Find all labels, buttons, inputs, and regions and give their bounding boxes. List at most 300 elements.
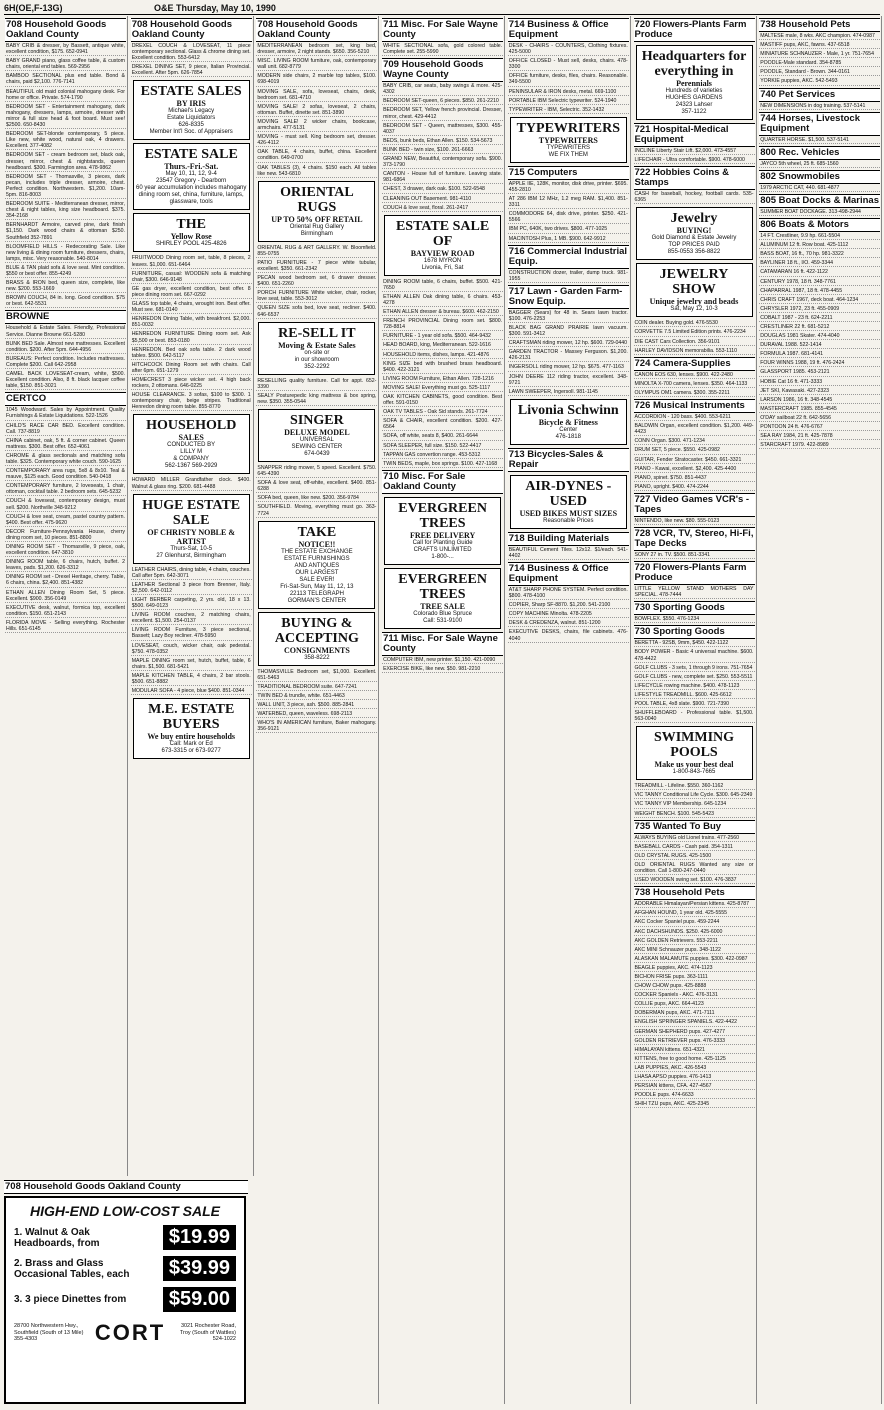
classified-ad: CRAFTSMAN riding mower, 12 hp. $600. 729-0440 bbox=[508, 340, 628, 347]
classified-ad: ALASKAN MALAMUTE puppies. $300. 422-0987 bbox=[634, 956, 755, 963]
classified-ad: MOVING SALE! 2 wicker chairs, bookcase, armchairs. 477-5131 bbox=[257, 118, 377, 132]
display-ad-line: DELUXE MODEL bbox=[284, 428, 350, 437]
display-ad-line: USED BIKES MUST SIZES bbox=[519, 508, 618, 518]
display-ad-line: Call: 531-9100 bbox=[423, 617, 463, 624]
classified-ad: BLOOMFIELD HILLS - Redecorating Sale. Like new living & dining room furniture, dressers, chairs, lamps, misc. Very reasonable. 540-8014 bbox=[6, 243, 125, 262]
classified-ad: CONN Organ. $300. 471-1234 bbox=[634, 438, 755, 445]
classified-ad: LAB PUPPIES, AKC. 426-5543 bbox=[634, 1065, 755, 1072]
section-heading: 708 Household Goods Oakland County bbox=[256, 18, 377, 42]
display-ad-box bbox=[133, 80, 250, 140]
display-ad-line: ESTATE FURNISHINGS bbox=[284, 555, 350, 562]
classified-ad: ENGLISH SPRINGER SPANIELS. 422-4422 bbox=[634, 1019, 755, 1026]
display-ad-line: AND ANTIQUES bbox=[294, 562, 340, 569]
section-heading: 717 Lawn - Garden Farm-Snow Equip. bbox=[508, 285, 629, 309]
classified-ad: MACINTOSH Plus, 1 MB. $900. 642-9912 bbox=[508, 236, 629, 243]
classified-ad: MOVING SALE! Everything must go. 525-1117 bbox=[382, 385, 503, 392]
display-ad-line: 626-8335 bbox=[178, 122, 204, 129]
classified-ad: OAK KITCHEN CABINETS, good condition. Best offer. 591-0150 bbox=[383, 394, 503, 407]
display-ad-box bbox=[384, 497, 501, 565]
classified-ad: MISC. LIVING ROOM furniture, oak, contemporary wall unit. 682-8779 bbox=[257, 58, 377, 71]
classified-ad: TWIN BEDS, maple, box springs. $100. 427-1168 bbox=[382, 461, 503, 468]
classified-ad: FRUITWOOD Dining room set, table, 8 pieces, 2 leaves. $1,000. 651-6464 bbox=[131, 255, 251, 268]
section-heading: 722 Hobbies Coins & Stamps bbox=[634, 166, 755, 190]
display-ad-line: BAYVIEW ROAD bbox=[410, 248, 475, 258]
classified-column bbox=[130, 16, 254, 1176]
display-ad-line: BUYING & ACCEPTING bbox=[274, 615, 359, 646]
display-ad-box bbox=[258, 409, 375, 462]
classified-ad: BERETTA - 92SB, 9mm, $450. 422-1122 bbox=[634, 640, 755, 647]
classified-ad: BEDROOM SET, Yellow french provincial. Dresser, mirror, chest. 429-4412 bbox=[383, 107, 503, 120]
classified-ad: EXECUTIVE DESKS, chairs, file cabinets. 476-4040 bbox=[508, 629, 628, 642]
section-heading: 708 Household Goods Oakland County bbox=[5, 18, 126, 42]
display-ad-line: Michael's Legacy bbox=[168, 108, 215, 115]
classified-ad: BUNK BED Sale. Almost new mattresses. Excellent condition. $200. After 5pm. 644-4956 bbox=[6, 340, 125, 353]
section-heading: 714 Business & Office Equipment bbox=[508, 18, 629, 42]
display-ad-line: TYPEWRITERS bbox=[538, 135, 598, 145]
classified-ad: SOFA SLEEPER, full size. $150. 522-4417 bbox=[382, 443, 503, 450]
display-ad-line: 22113 TELEGRAPH bbox=[289, 590, 344, 597]
section-heading: 728 VCR, TV, Stereo, Hi-Fi, Tape Decks bbox=[634, 527, 754, 549]
classified-ad: VIC TANNY VIP Membership. 645-1234 bbox=[634, 801, 755, 808]
classified-column bbox=[255, 16, 379, 1404]
date-line: O&E Thursday, May 10, 1990 bbox=[154, 3, 276, 13]
display-ad-line: ESTATE SALE bbox=[144, 147, 238, 163]
section-heading: 735 Wanted To Buy bbox=[634, 820, 755, 834]
ad-row-text: 2. Brass and Glass Occasional Tables, each bbox=[14, 1257, 130, 1280]
display-ad-line: TAKE bbox=[297, 524, 337, 540]
classified-ad: SONY 27 in. TV. $500. 851-3341 bbox=[634, 552, 755, 559]
display-ad-line: 855-0553 356-8822 bbox=[667, 249, 721, 256]
classified-ad: GRAND NEW, Beautiful, contemporary sofa. $900. 373-1790 bbox=[383, 156, 503, 169]
classified-ad: LOVESEAT, couch, wicker chair, oak pedestal. $750. 478-0352 bbox=[131, 642, 251, 655]
classified-ad: SOFA, off white, seats 8, $400. 261-6644 bbox=[382, 433, 503, 440]
display-ad-line: 27 Glenhurst, Birmingham bbox=[156, 552, 227, 559]
classified-ad: BROWN COUCH, 84 in. long. Good condition. $75 or best. 642-5531 bbox=[6, 295, 125, 308]
classified-ad: CANON EOS 630, lenses. $900. 422-2480 bbox=[634, 372, 755, 379]
classified-ad: SUMMER BOAT DOCKAGE. 313-498-2944 bbox=[759, 209, 880, 216]
classified-ad: CANTON - House full of furniture. Leaving state. 981-6864 bbox=[383, 171, 503, 184]
classified-ad: MALTESE male, 8 wks. AKC champion. 474-0987 bbox=[759, 33, 880, 40]
classified-ad: VIC TANNY Conditional Life Cycle. $300. 645-2349 bbox=[634, 792, 755, 799]
display-ad-line: Yellow Rose bbox=[170, 232, 212, 242]
classified-ad: MOVING SALE, sofa, loveseat, chairs, desk, bedroom set. 681-4710 bbox=[257, 88, 377, 101]
display-ad-line: Make us your best deal bbox=[654, 760, 734, 770]
classified-ad: MAPLE DINING room set, hutch, buffet, table, 6 chairs. $1,500. 681-5421 bbox=[131, 657, 251, 670]
display-ad-line: BUYING! bbox=[676, 226, 712, 236]
ad-row-text: 3. 3 piece Dinettes from bbox=[14, 1294, 127, 1305]
classified-ad: TREADMILL - Lifeline. $550. 360-1162 bbox=[634, 783, 755, 790]
display-ad-line: Call: Mark or Ed bbox=[169, 741, 213, 748]
display-ad-line: CONSIGNMENTS bbox=[283, 645, 350, 655]
classified-ad: FORMULA 1987. 681-4141 bbox=[759, 351, 880, 358]
display-ad-line: We buy entire households bbox=[147, 732, 236, 742]
display-ad-line: Livonia Schwinn bbox=[517, 402, 619, 418]
display-ad-line: WE FIX THEM bbox=[548, 151, 588, 158]
display-ad-line: OUR LARGEST bbox=[295, 569, 339, 576]
display-ad-line: on-site or bbox=[304, 349, 330, 356]
display-ad-line: ORIENTAL RUGS bbox=[280, 184, 354, 215]
classified-ad: BUREAUS: Perfect condition. Includes mattresses. Complete $200. Call 642-2958 bbox=[6, 355, 125, 368]
furniture-display-ad bbox=[4, 1196, 246, 1404]
classified-ad: SOFA & CHAIR, excellent condition. $200. 427-6564 bbox=[383, 418, 503, 431]
display-ad-line: ESTATE SALES bbox=[140, 84, 242, 100]
display-ad-line: Livonia, Fri, Sat bbox=[421, 264, 464, 271]
display-ad-line: SALES bbox=[178, 433, 204, 443]
classified-ad: TAPPAN GAS convertion range. 453-5312 bbox=[382, 452, 503, 459]
classified-ad: PIANO, upright. $400. 474-2244 bbox=[634, 484, 755, 491]
classified-ad: USED WOODEN swing set. $100. 476-3837 bbox=[634, 877, 755, 884]
bottom-section-heading: 708 Household Goods Oakland County bbox=[4, 1180, 248, 1194]
classified-ad: JAYCO 5th wheel, 25 ft. 685-1560 bbox=[759, 161, 880, 168]
masthead bbox=[4, 2, 880, 15]
section-heading: 724 Camera-Supplies bbox=[634, 357, 755, 371]
ad-row bbox=[6, 1256, 244, 1281]
display-ad-line: UP TO 50% OFF RETAIL bbox=[271, 214, 363, 224]
classified-ad: MASTIFF pups, AKC, fawns. 437-6518 bbox=[759, 42, 880, 49]
display-ad-line: OF CHRISTY NOBLE & ARTIST bbox=[147, 527, 235, 546]
classified-ad: LIVING ROOM Furniture, Ethan Allen. 728-1216 bbox=[382, 376, 503, 383]
cort-logo: CORT bbox=[94, 1320, 166, 1345]
classified-ad: PATIO FURNITURE - 7 piece white tubular, excellent. $350. 661-2342 bbox=[257, 259, 377, 272]
display-ad-line: Fri-Sat-Sun, May 11, 12, 13 bbox=[280, 583, 354, 590]
display-ad-box bbox=[384, 568, 501, 629]
section-heading: 711 Misc. For Sale Wayne County bbox=[382, 18, 503, 42]
classified-ad: DOBERMAN pups, AKC. 471-7111 bbox=[634, 1010, 755, 1017]
classified-ad: HOBIE Cat 16 ft. 471-3333 bbox=[759, 379, 880, 386]
classified-ad: SEA RAY 1984, 21 ft. 425-7878 bbox=[759, 433, 880, 440]
classified-ad: CORVETTE 7.5 Limited Edition prints. 476-2234 bbox=[634, 329, 755, 336]
classified-ad: MINOLTA X-700 camera, lenses. $350. 464-1133 bbox=[634, 381, 755, 388]
classified-ad: WHO'S IN AMERICAN furniture, Baker mahogany. 356-9121 bbox=[257, 720, 377, 733]
classified-ad: PONTOON 24 ft. 476-6767 bbox=[759, 424, 880, 431]
display-ad-line: 673-3315 or 673-9277 bbox=[161, 748, 221, 755]
classified-ad: THOMASVILLE Bedroom set, $1,000. Excellent. 651-5463 bbox=[257, 668, 377, 681]
classified-ad: OFFICE CLOSED - Must sell, desks, chairs. 478-3300 bbox=[508, 58, 628, 71]
classified-ad: LIFESTYLE TREADMILL. $600. 425-6612 bbox=[634, 692, 755, 699]
classified-ad: LHASA APSO puppies. 476-1413 bbox=[634, 1074, 755, 1081]
display-ad-line: Call for Planting Guide bbox=[412, 539, 473, 546]
classified-ad: OAK TABLES (3), 4 chairs. $150 each. All tables like new. 543-6810 bbox=[257, 164, 377, 177]
display-ad-line: FREE DELIVERY bbox=[409, 530, 476, 540]
ad-row-text: 1. Walnut & Oak Headboards, from bbox=[14, 1226, 100, 1249]
classified-ad: BEAUTIFUL Cement Tiles. 12x12. $1/each. 541-4402 bbox=[508, 546, 628, 559]
display-ad-line: EVERGREEN TREES bbox=[398, 500, 487, 531]
classified-ad: COMPUTER IBM, new printer. $1,150. 421-0090 bbox=[382, 657, 503, 664]
classified-ad: CHILD'S RACE CAR BED. Excellent condition. Call. 737-8819 bbox=[6, 422, 125, 435]
classified-ad: ALWAYS BUYING old Lionel trains. 477-2560 bbox=[634, 835, 755, 842]
classified-ad: ETHAN ALLEN dresser & bureau. $600. 462-2150 bbox=[382, 309, 503, 316]
classified-ad: TYPEWRITER - IBM, Selectric. 352-1432 bbox=[508, 107, 629, 114]
classified-ad: BLACK BAG GRAND PRAIRIE lawn vacuum. $300. 591-3412 bbox=[508, 324, 628, 338]
display-ad-line: TYPEWRITERS bbox=[546, 144, 590, 151]
classified-ad: BEDROOM SET-blonde contemporary, 5 piece. Like new, white wood, natural oak, 4 drawers. Excellent. 377-4082 bbox=[6, 131, 125, 150]
classified-ad: BEDROOM SET-queen, 6 pieces. $850. 261-2210 bbox=[382, 98, 503, 105]
display-ad-line: Hundreds of varieties bbox=[665, 88, 723, 94]
display-ad-line: UNIVERSAL bbox=[299, 437, 334, 443]
section-heading: 718 Building Materials bbox=[508, 532, 629, 546]
classified-ad: WALL UNIT, 3 piece, ash. $500. 885-2841 bbox=[256, 702, 377, 709]
classified-ad: CHRYSLER 1972, 23 ft. 455-0909 bbox=[759, 306, 880, 313]
display-ad-line: Center bbox=[559, 426, 578, 433]
classified-ad: CAMEL BACK LOVESEAT-cream, white, $500. Excellent condition. Also, 8 ft. black lacquer coffee table, $150. 851-3021 bbox=[6, 371, 125, 390]
classified-ad: DREXEL COUCH & LOVESEAT, 11 piece contemporary sectional. Glass & chrome dining set. Excellent condition. 553-6412 bbox=[131, 43, 251, 62]
section-heading: 726 Musical Instruments bbox=[634, 399, 755, 413]
display-ad-line: TYPEWRITERS bbox=[516, 120, 621, 136]
classified-ad: INCLINE Liberty Stair Lift. $2,000. 473-4557 bbox=[634, 148, 755, 155]
classified-ad: RESELLING quality furniture. Call for appt. 652-3390 bbox=[257, 377, 377, 390]
classified-column bbox=[758, 16, 882, 1404]
display-ad-line: SWIMMING POOLS bbox=[653, 730, 735, 761]
classified-ad: HITCHCOCK Dining Room set with chairs. Call after 6pm. 651-1279 bbox=[131, 361, 251, 374]
classified-ad: HOWARD MILLER Grandfather clock. $400. Walnut & glass ring. $200. 681-4488 bbox=[131, 477, 251, 490]
classified-ad: KING SIZE bed with brushed brass headboard. $400. 422-3121 bbox=[383, 360, 503, 373]
classified-column bbox=[633, 16, 757, 1404]
display-ad-line: 24323 Lahser bbox=[675, 102, 713, 108]
ad-row bbox=[6, 1287, 244, 1312]
ad-title: HIGH-END LOW-COST SALE bbox=[29, 1203, 221, 1219]
classified-ad: PERSIAN kittens, CFA. 427-4567 bbox=[634, 1083, 755, 1090]
classified-ad: COBALT 1987 - 23 ft. 624-2211 bbox=[759, 315, 880, 322]
classified-ad: BALDWIN Organ, excellent condition. $1,200. 449-4423 bbox=[634, 423, 754, 436]
display-ad-box bbox=[510, 399, 627, 445]
ad-row-price: $59.00 bbox=[163, 1287, 236, 1312]
display-ad-box bbox=[133, 414, 250, 474]
display-ad-line: Reasonable Prices bbox=[543, 517, 594, 524]
classified-ad: GLASSPORT 1985. 453-2121 bbox=[759, 369, 880, 376]
classified-ad: HOUSEHOLD items, dishes, lamps. 421-4876 bbox=[382, 352, 503, 359]
classified-ad: GERMAN SHEPHERD pups. 427-4277 bbox=[634, 1029, 755, 1036]
display-ad-line: 23547 Gregory - Dearborn bbox=[156, 178, 227, 185]
section-heading: 738 Household Pets bbox=[759, 18, 880, 32]
display-ad-line: 1-800-... bbox=[431, 553, 454, 560]
classified-ad: DINING ROOM set - Drexel Heritage, cherry. Table, 6 chairs, china. $2,400. 851-4382 bbox=[6, 574, 125, 587]
classified-ad: LEATHER Sectional 3 piece from Brenner, Italy. $2,500. 642-0112 bbox=[131, 581, 251, 594]
display-ad-line: TOP PRICES PAID bbox=[668, 242, 720, 249]
classified-ad: LIFECYCLE rowing machine. $400. 478-1123 bbox=[634, 683, 755, 690]
classified-ad: IBM PC, 640K, two drives. $800. 477-1025 bbox=[508, 226, 629, 233]
classified-ad: BABY CRIB, car seats, baby swings & more. 425-4302 bbox=[383, 83, 503, 96]
classified-ad: TWIN BED & trundle, white. 651-4463 bbox=[256, 693, 377, 700]
display-ad-line: NOTICE!! bbox=[298, 539, 336, 549]
classified-ad: SNAPPER riding mower, 5 speed. Excellent. $750. 645-4390 bbox=[257, 465, 377, 478]
section-heading: 802 Snowmobiles bbox=[759, 170, 880, 184]
classified-ad: LIGHT BERBER carpeting, 2 yrs. old, 18 x 13. $500. 649-0123 bbox=[131, 597, 251, 610]
classified-ad: ALUMINUM 12 ft. Row boat. 425-1112 bbox=[759, 242, 880, 249]
classified-ad: AT&T SHARP PHONE SYSTEM. Perfect condition. $800. 478-4100 bbox=[508, 587, 628, 600]
classified-ad: SEALY Posturepedic king mattress & box spring, new. $350. 355-0544 bbox=[257, 392, 377, 405]
display-ad-box bbox=[510, 475, 627, 529]
classified-ad: BLUE & TAN plaid sofa & love seat. Mint condition. $550 or best offer. 855-4249 bbox=[6, 264, 125, 277]
classified-ad: AKC GOLDEN Retrievers. 553-2211 bbox=[634, 938, 755, 945]
classified-ad: BEAUTIFUL old maid colonial mahogany desk. For home or office. Private. 574-1790 bbox=[6, 88, 125, 101]
display-ad-line: Colorado Blue Spruce bbox=[413, 610, 472, 617]
classified-ad: AKC MINI Schnauzer pups. 348-1122 bbox=[634, 947, 755, 954]
display-ad-line: 1678 MYRON bbox=[423, 257, 462, 264]
classified-ad: HEAD BOARD, king, Mediterranean. 522-1616 bbox=[382, 342, 503, 349]
display-ad-box bbox=[636, 45, 753, 120]
classified-ad: Household & Estate Sales. Friendly, Professional Service. Dianne Browne 661-5280 bbox=[6, 325, 125, 338]
display-ad-line: Headquarters for everything in bbox=[641, 49, 747, 79]
display-ad-box bbox=[133, 143, 250, 210]
display-ad-box bbox=[636, 726, 753, 780]
display-ad-line: SEWING CENTER bbox=[291, 444, 343, 450]
display-ad-line: CRAFTS UNLIMITED bbox=[413, 546, 472, 553]
display-ad-line: Thurs.-Fri.-Sat. bbox=[164, 162, 219, 172]
section-heading: 714 Business & Office Equipment bbox=[508, 562, 629, 586]
section-heading: 727 Video Games VCR's - Tapes bbox=[634, 493, 755, 517]
classified-ad: GLASS top table, 4 chairs, wrought iron. Best offer. Must see. 681-0140 bbox=[131, 301, 251, 314]
display-ad-line: GORMAN'S CENTER bbox=[287, 597, 347, 604]
display-ad-line: May 10, 11, 12, 9-4 bbox=[165, 171, 217, 178]
section-heading: 713 Bicycles-Sales & Repair bbox=[508, 448, 629, 472]
classified-ad: CHINA cabinet, oak, 5 ft. & corner cabinet. Queen mattress. $300. Best offer. 652-4061 bbox=[6, 437, 125, 450]
classified-ad: COPIER, Sharp SF-8870. $1,200. 541-2100 bbox=[508, 602, 629, 609]
classified-ad: BEDROOM SET - Thomasville, 3 pieces, dark pecan, includes triple dresser, armoire, chest. Perfect condition. Northwestern. $1,200. 10am-5pm. 816-8003 bbox=[6, 173, 125, 198]
display-ad-box bbox=[133, 698, 250, 759]
display-ad-line: 60 year accumulation includes mahogany dining room set, china, furniture, lamps, glassware, tools bbox=[135, 185, 247, 206]
section-heading: 708 Household Goods Oakland County bbox=[131, 18, 252, 42]
classified-ad: OLYMPUS OM1 camera. $300. 355-2211 bbox=[634, 390, 755, 397]
display-ad-line: 674-0439 bbox=[304, 451, 330, 457]
classified-ad: ADORABLE Himalayan/Persian kittens. 425-8787 bbox=[634, 901, 755, 908]
classified-ad: BOWFLEX. $550. 476-1234 bbox=[634, 616, 755, 623]
classified-ad: ACCORDION - 120 bass. $400. 553-6211 bbox=[634, 414, 755, 421]
classified-ad: HOMECREST 3 piece wicker set. 4 high back rockers, 2 ottomans. 646-0225 bbox=[131, 376, 251, 390]
display-ad-line: Member Int'l Soc. of Appraisers bbox=[149, 129, 233, 136]
classified-ad: WHITE SECTIONAL sofa, gold colored table. Complete set. 255-5990 bbox=[383, 43, 503, 56]
section-heading: 715 Computers bbox=[508, 166, 629, 180]
classified-ad: STARCRAFT 1979. 422-8989 bbox=[759, 442, 880, 449]
display-ad-line: CONDUCTED BY bbox=[167, 442, 216, 449]
classified-ad: YORKIE puppies, AKC. 542-5493 bbox=[759, 78, 880, 85]
classified-ad: SOFA bed, queen, like new. $200. 356-9784 bbox=[256, 495, 377, 502]
section-heading: 800 Rec. Vehicles bbox=[759, 146, 880, 160]
display-ad-line: 357-1122 bbox=[681, 109, 707, 115]
classified-ad: LIFECHAIR - Ultra comfortable. $900. 478-6000 bbox=[634, 157, 755, 164]
classified-ad: BERNHARDT Armoire, carved pine, dark finish $1,150. Dark wood chairs & ottoman $250. Southfield 352-7891 bbox=[6, 222, 125, 241]
classified-ad: BABY GRAND piano, glass coffee table, & custom chairs, oriental end tables. 569-2956 bbox=[6, 58, 125, 71]
classified-ad: AFGHAN HOUND, 1 year old. 425-5555 bbox=[634, 910, 755, 917]
section-heading: CERTCO bbox=[5, 392, 126, 406]
display-ad-line: THE bbox=[176, 217, 206, 233]
display-ad-line: Oriental Rug Gallery bbox=[289, 223, 345, 230]
display-ad-line: Perennials bbox=[676, 79, 712, 88]
classified-ad: CONTEMPORARY furniture, 2 loveseats, 1 chair, ottoman, cocktail table. 2 bedroom sets. 645-5232 bbox=[6, 483, 125, 496]
classified-ad: POODLE pups. 474-6633 bbox=[634, 1092, 755, 1099]
classified-ad: GOLF CLUBS - new, complete set. $250. 553-5511 bbox=[634, 674, 755, 681]
classified-ad: COMMODORE 64, disk drive, printer. $250. 421-5566 bbox=[508, 211, 628, 224]
classified-ad: HIMALAYAN kittens. 651-4321 bbox=[634, 1047, 755, 1054]
display-ad-line: & COMPANY bbox=[173, 456, 209, 463]
classified-ad: MEDITERRANEAN bedroom set, king bed, dresser, armoire, 2 night stands. $650. 356-5210 bbox=[257, 43, 377, 56]
classified-ad: LIVING ROOM Furniture, 3 piece sectional, Bassett; Lazy Boy recliner. 478-5950 bbox=[131, 627, 251, 640]
classified-ad: MOVING - must sell. King bedroom set, dresser. 426-4112 bbox=[257, 134, 377, 147]
classified-ad: FURNITURE - 1 year old sofa. $500. 464-9432 bbox=[382, 333, 503, 340]
classified-ad: MASTERCRAFT 1985. 855-4545 bbox=[759, 406, 880, 413]
classified-ad: COPY MACHINE Minolta. 478-2205 bbox=[508, 611, 629, 618]
display-ad-line: THE ESTATE EXCHANGE bbox=[281, 548, 353, 555]
classified-ad: CHEST, 3 drawer, dark oak. $100. 522-6548 bbox=[382, 186, 503, 193]
classified-ad: COIN dealer. Buying gold. 476-5530 bbox=[634, 320, 755, 327]
classified-ad: MAPLE KITCHEN TABLE, 4 chairs, 2 bar stools. $500. 651-8882 bbox=[131, 672, 251, 686]
display-ad-line: Gold Diamond & Estate Jewelry bbox=[651, 235, 737, 242]
classified-ad: POOL TABLE, 4x8 slate. $900. 721-7390 bbox=[634, 701, 755, 708]
classified-ad: AT 286 IBM 12 MHz, 1.2 meg RAM. $1,400. 851-3311 bbox=[508, 196, 628, 209]
display-ad-line: ESTATE SALE OF bbox=[395, 218, 490, 249]
ad-address-2: 3021 Rochester Road, Troy (South of Wattles) 524-1022 bbox=[179, 1323, 236, 1343]
classified-ad: BASS BOAT, 16 ft., 70 hp. 981-3322 bbox=[759, 251, 880, 258]
section-heading: 730 Sporting Goods bbox=[634, 601, 755, 615]
classified-ad: EXERCISE BIKE, like new. $50. 981-2210 bbox=[382, 666, 503, 673]
display-ad-line: SINGER bbox=[290, 413, 344, 428]
classified-ad: AKC DACHSHUNDS. $250. 425-6000 bbox=[634, 929, 755, 936]
display-ad-line: SHIRLEY POOL 425-4826 bbox=[155, 241, 227, 248]
classified-ad: KITTENS, free to good home. 425-1125 bbox=[634, 1056, 755, 1063]
display-ad-line: Jewelry bbox=[670, 211, 718, 227]
classified-ad: CATAMARAN 16 ft. 422-1122 bbox=[759, 269, 880, 276]
classified-ad: BEAGLE puppies, AKC. 474-1123 bbox=[634, 965, 755, 972]
classified-ad: SHUFFLEBOARD - Professional table. $1,500. 563-0040 bbox=[634, 710, 754, 723]
classified-ad: DESK & CREDENZA, walnut. 851-1200 bbox=[508, 620, 629, 627]
classified-ad: PIANO, spinet. $750. 851-4437 bbox=[634, 475, 755, 482]
classified-ad: QUEEN SIZE sofa bed, love seat, recliner. $400. 646-6537 bbox=[257, 305, 377, 318]
classified-ad: FOUR WINNS 1988, 19 ft. 476-2424 bbox=[759, 360, 880, 367]
section-heading: 744 Horses, Livestock Equipment bbox=[759, 112, 880, 136]
display-ad-box bbox=[133, 213, 250, 252]
classified-ad: CENTURY 1978, 18 ft. 348-7761 bbox=[759, 279, 880, 286]
display-ad-box bbox=[133, 494, 250, 564]
display-ad-box bbox=[258, 181, 375, 242]
section-heading: 720 Flowers-Plants Farm Produce bbox=[634, 18, 755, 42]
classified-ad: HARLEY DAVIDSON memorabilia. 553-1110 bbox=[634, 348, 755, 355]
classified-ad: GUITAR, Fender Stratocaster. $450. 661-3321 bbox=[634, 457, 755, 464]
display-ad-line: TREE SALE bbox=[420, 601, 465, 611]
classified-ad: SHIH TZU pups, AKC. 425-2345 bbox=[634, 1101, 755, 1108]
display-ad-line: Moving & Estate Sales bbox=[278, 340, 356, 350]
section-heading: 721 Hospital-Medical Equipment bbox=[634, 123, 755, 147]
section-heading: 738 Household Pets bbox=[634, 886, 755, 900]
classified-ad: 14 FT. Crestliner, 9.9 hp. 661-5504 bbox=[759, 233, 880, 240]
classified-ad: OLD ORIENTAL RUGS Wanted any size or condition. Call 1-800-247-0440 bbox=[634, 861, 754, 875]
display-ad-box bbox=[258, 521, 375, 609]
classified-ad: DIE CAST Cars Collection. 356-9101 bbox=[634, 339, 755, 346]
classified-ad: CONSTRUCTION dozer, trailer, dump truck. 981-1955 bbox=[508, 269, 628, 282]
classified-ad: COUCH & love seat, cream, pastel country pattern. $400. Best offer. 475-9620 bbox=[6, 513, 125, 526]
classified-ad: JOHN DEERE 112 riding tractor, excellent. 348-9721 bbox=[508, 373, 628, 386]
classified-ad: DOUGLAS 1981 Skater. 474-4040 bbox=[759, 333, 880, 340]
classified-ad: BUNK BED - twin size, $100. 261-6663 bbox=[382, 147, 503, 154]
page-code: 6H(OE,F-13G) bbox=[4, 3, 63, 13]
classified-ad: COUCH & love seat, floral. 261-2417 bbox=[382, 205, 503, 212]
classified-ad: CONTEMPORARY area rugs, 5x8 & 8x10. Teal & mauve, $125 each. Good condition. 540-0418 bbox=[6, 468, 125, 481]
classified-ad: BEDS, bunk beds, Ethan Allen. $150. 534-5673 bbox=[382, 138, 503, 145]
classified-ad: DESK - CHAIRS - COUNTERS, Clothing fixtures. 425-5000 bbox=[508, 43, 628, 56]
classified-ad: CHAPARRAL 1987, 18 ft. 478-4455 bbox=[759, 288, 880, 295]
classified-ad: BRASS & IRON bed, queen size, complete, like new. $200. 553-1669 bbox=[6, 280, 125, 293]
classified-ad: WEIGHT BENCH. $100. 545-5423 bbox=[634, 811, 755, 818]
classified-ad: BEDROOM SET - cream bedroom set, black oak, dresser, mirror, chest & nightstands, queen headboard. $300. Farmington area. 478-9862 bbox=[6, 152, 125, 171]
section-heading: BROWNE bbox=[5, 310, 126, 324]
classified-ad: OAK TABLE, 4 chairs, buffet, china. Excellent condition. 649-0700 bbox=[257, 149, 377, 162]
display-ad-box bbox=[258, 612, 375, 666]
display-ad-line: HOUSEHOLD bbox=[146, 418, 237, 434]
display-ad-line: 352-2292 bbox=[304, 363, 330, 370]
display-ad-line: AIR-DYNES - USED bbox=[525, 478, 612, 509]
classified-ad: BAYLINER 18 ft., I/O. 459-3344 bbox=[759, 260, 880, 267]
display-ad-line: Estate Liquidators bbox=[167, 115, 216, 122]
display-ad-box bbox=[636, 263, 753, 317]
display-ad-line: 358-8222 bbox=[304, 654, 330, 661]
